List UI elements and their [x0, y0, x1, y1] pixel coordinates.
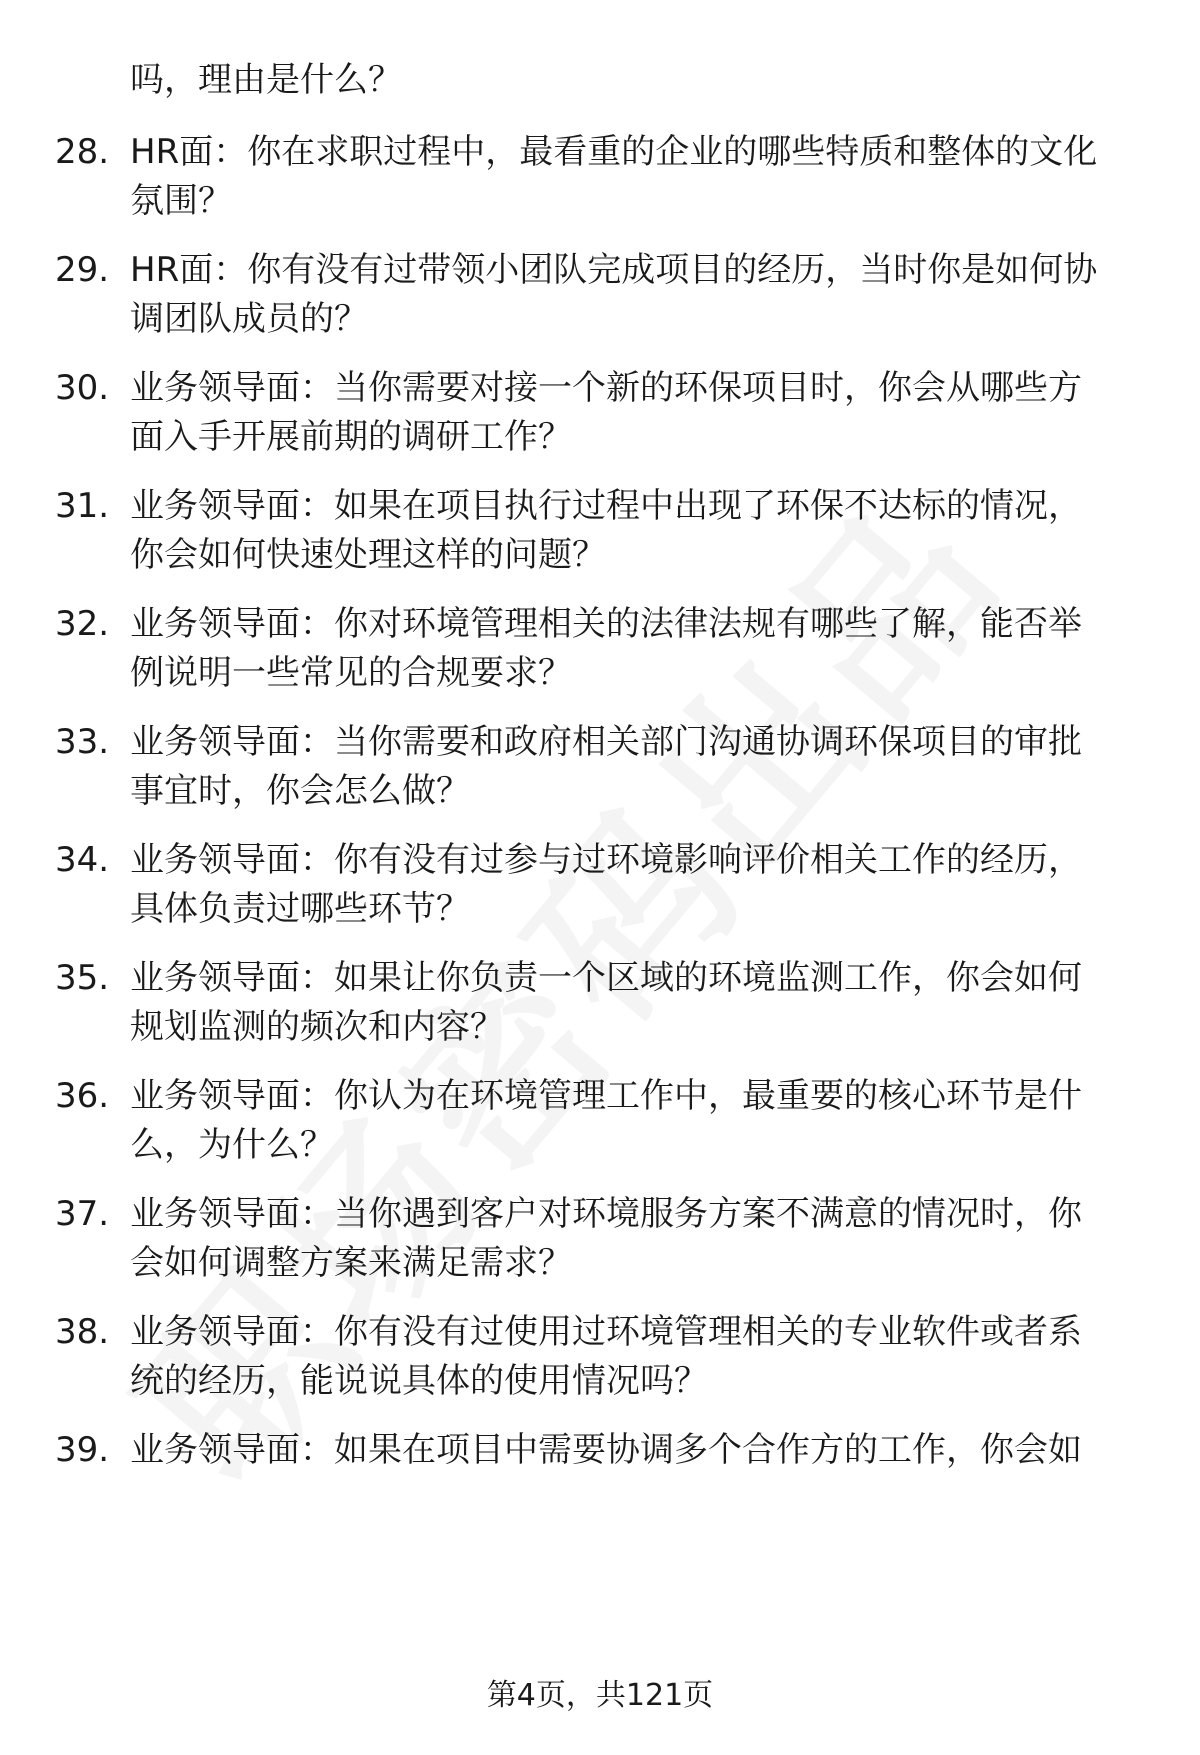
question-item [0, 1076, 1200, 1166]
question-text-line: 你会如何快速处理这样的问题？ [130, 535, 606, 575]
question-item [0, 604, 1200, 694]
question-text-line: 氛围？ [130, 181, 232, 221]
question-item [0, 722, 1200, 812]
question-number: 33. [55, 722, 110, 762]
question-item [0, 368, 1200, 458]
question-number: 32. [55, 604, 110, 644]
question-text-line: 面入手开展前期的调研工作？ [130, 417, 572, 457]
question-number: 37. [55, 1194, 110, 1234]
question-text-line: 规划监测的频次和内容？ [130, 1007, 504, 1047]
page-footer: 第4页，共121页 [486, 1678, 714, 1713]
continued-question-text: 吗，理由是什么？ [130, 60, 402, 100]
question-number: 28. [55, 132, 110, 172]
question-text-line: 业务领导面：当你需要对接一个新的环保项目时，你会从哪些方 [130, 368, 1082, 408]
question-text-line: 业务领导面：你有没有过使用过环境管理相关的专业软件或者系 [130, 1312, 1082, 1352]
question-text-line: 例说明一些常见的合规要求？ [130, 653, 572, 693]
question-number: 36. [55, 1076, 110, 1116]
question-text-line: HR面：你在求职过程中，最看重的企业的哪些特质和整体的文化 [130, 132, 1098, 172]
question-text-line: 业务领导面：你认为在环境管理工作中，最重要的核心环节是什 [130, 1076, 1082, 1116]
question-item [0, 486, 1200, 576]
question-text-line: 业务领导面：你对环境管理相关的法律法规有哪些了解，能否举 [130, 604, 1082, 644]
question-item [0, 958, 1200, 1048]
question-text-line: 统的经历，能说说具体的使用情况吗？ [130, 1361, 708, 1401]
question-item [0, 1430, 1200, 1520]
question-text-line: 业务领导面：当你需要和政府相关部门沟通协调环保项目的审批 [130, 722, 1082, 762]
question-text-line: 事宜时，你会怎么做？ [130, 771, 470, 811]
question-text-line: 业务领导面：如果让你负责一个区域的环境监测工作，你会如何 [130, 958, 1082, 998]
question-text-line: 调团队成员的？ [130, 299, 368, 339]
question-item [0, 840, 1200, 930]
question-number: 38. [55, 1312, 110, 1352]
question-text-line: 具体负责过哪些环节？ [130, 889, 470, 929]
question-text-line: 么，为什么？ [130, 1125, 334, 1165]
question-number: 29. [55, 250, 110, 290]
question-text-line: 业务领导面：如果在项目执行过程中出现了环保不达标的情况， [130, 486, 1082, 526]
question-number: 34. [55, 840, 110, 880]
question-text-line: 会如何调整方案来满足需求？ [130, 1243, 572, 1283]
question-number: 39. [55, 1430, 110, 1470]
question-number: 35. [55, 958, 110, 998]
question-number: 30. [55, 368, 110, 408]
question-item [0, 1194, 1200, 1284]
question-item [0, 132, 1200, 222]
question-text-line: 业务领导面：当你遇到客户对环境服务方案不满意的情况时，你 [130, 1194, 1082, 1234]
question-text-line: 业务领导面：你有没有过参与过环境影响评价相关工作的经历， [130, 840, 1082, 880]
question-item [0, 1312, 1200, 1402]
question-text-line: 业务领导面：如果在项目中需要协调多个合作方的工作，你会如 [130, 1430, 1082, 1470]
question-item [0, 250, 1200, 340]
question-number: 31. [55, 486, 110, 526]
question-text-line: HR面：你有没有过带领小团队完成项目的经历，当时你是如何协 [130, 250, 1098, 290]
